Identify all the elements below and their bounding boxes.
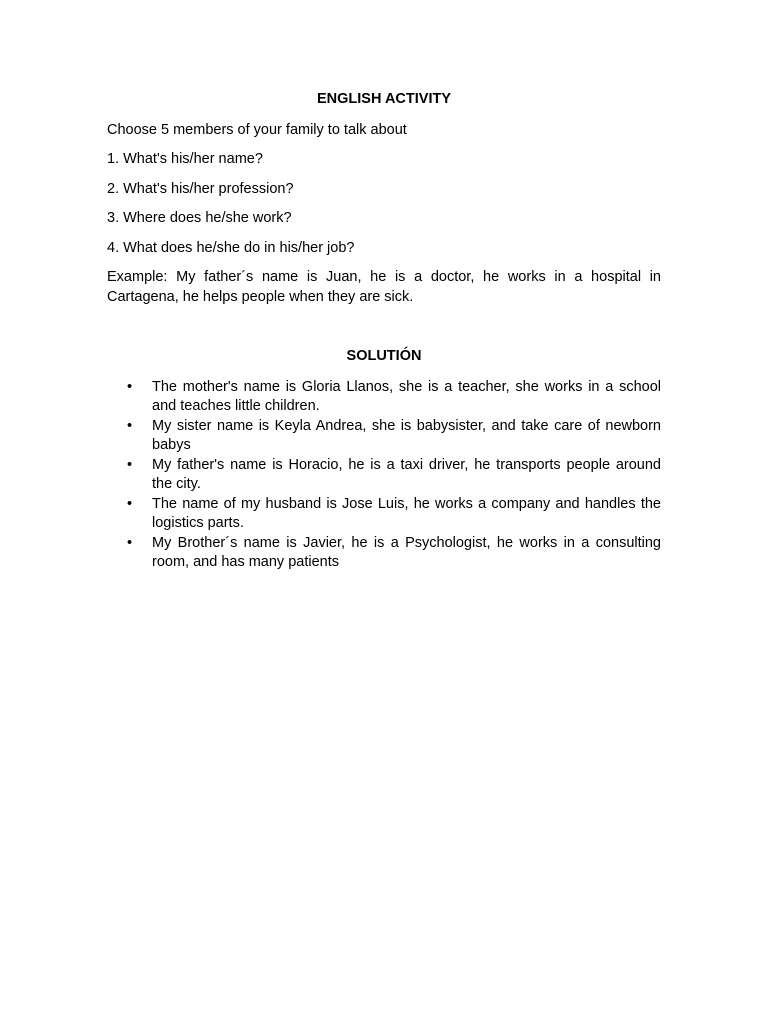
bullet-icon: • — [127, 456, 133, 473]
bullet-icon: • — [127, 417, 133, 434]
solution-item — [107, 495, 661, 534]
example-text: Example: My father´s name is Juan, he is a doctor, he works in a hospital in Cartagena, he helps people when they are sick. — [107, 269, 661, 305]
solution-text: The mother's name is Gloria Llanos, she is a teacher, she works in a school and teaches little children. — [152, 378, 661, 414]
solution-text: My father's name is Horacio, he is a taxi driver, he transports people around the city. — [152, 456, 661, 492]
bullet-icon: • — [127, 495, 133, 512]
bullet-icon: • — [127, 534, 133, 551]
solution-text: The name of my husband is Jose Luis, he works a company and handles the logistics parts. — [152, 495, 661, 531]
solution-item — [107, 456, 661, 495]
question-item: 3. Where does he/she work? — [107, 210, 292, 226]
question-item: 2. What's his/her profession? — [107, 180, 294, 197]
document-title: ENGLISH ACTIVITY — [317, 91, 451, 107]
solution-text: My sister name is Keyla Andrea, she is babysister, and take care of newborn babys — [152, 417, 661, 453]
bullet-icon: • — [127, 378, 133, 395]
question-item: 4. What does he/she do in his/her job? — [107, 239, 355, 256]
solution-title: SOLUTIÓN — [346, 348, 422, 364]
solution-text: My Brother´s name is Javier, he is a Psychologist, he works in a consulting room, and has many patients — [152, 534, 661, 570]
question-item: 1. What's his/her name? — [107, 151, 263, 167]
solution-list — [107, 378, 661, 573]
document-content — [107, 90, 661, 573]
solution-item — [107, 534, 661, 573]
solution-item — [107, 378, 661, 417]
instruction-text: Choose 5 members of your family to talk about — [107, 121, 407, 138]
solution-item — [107, 417, 661, 456]
